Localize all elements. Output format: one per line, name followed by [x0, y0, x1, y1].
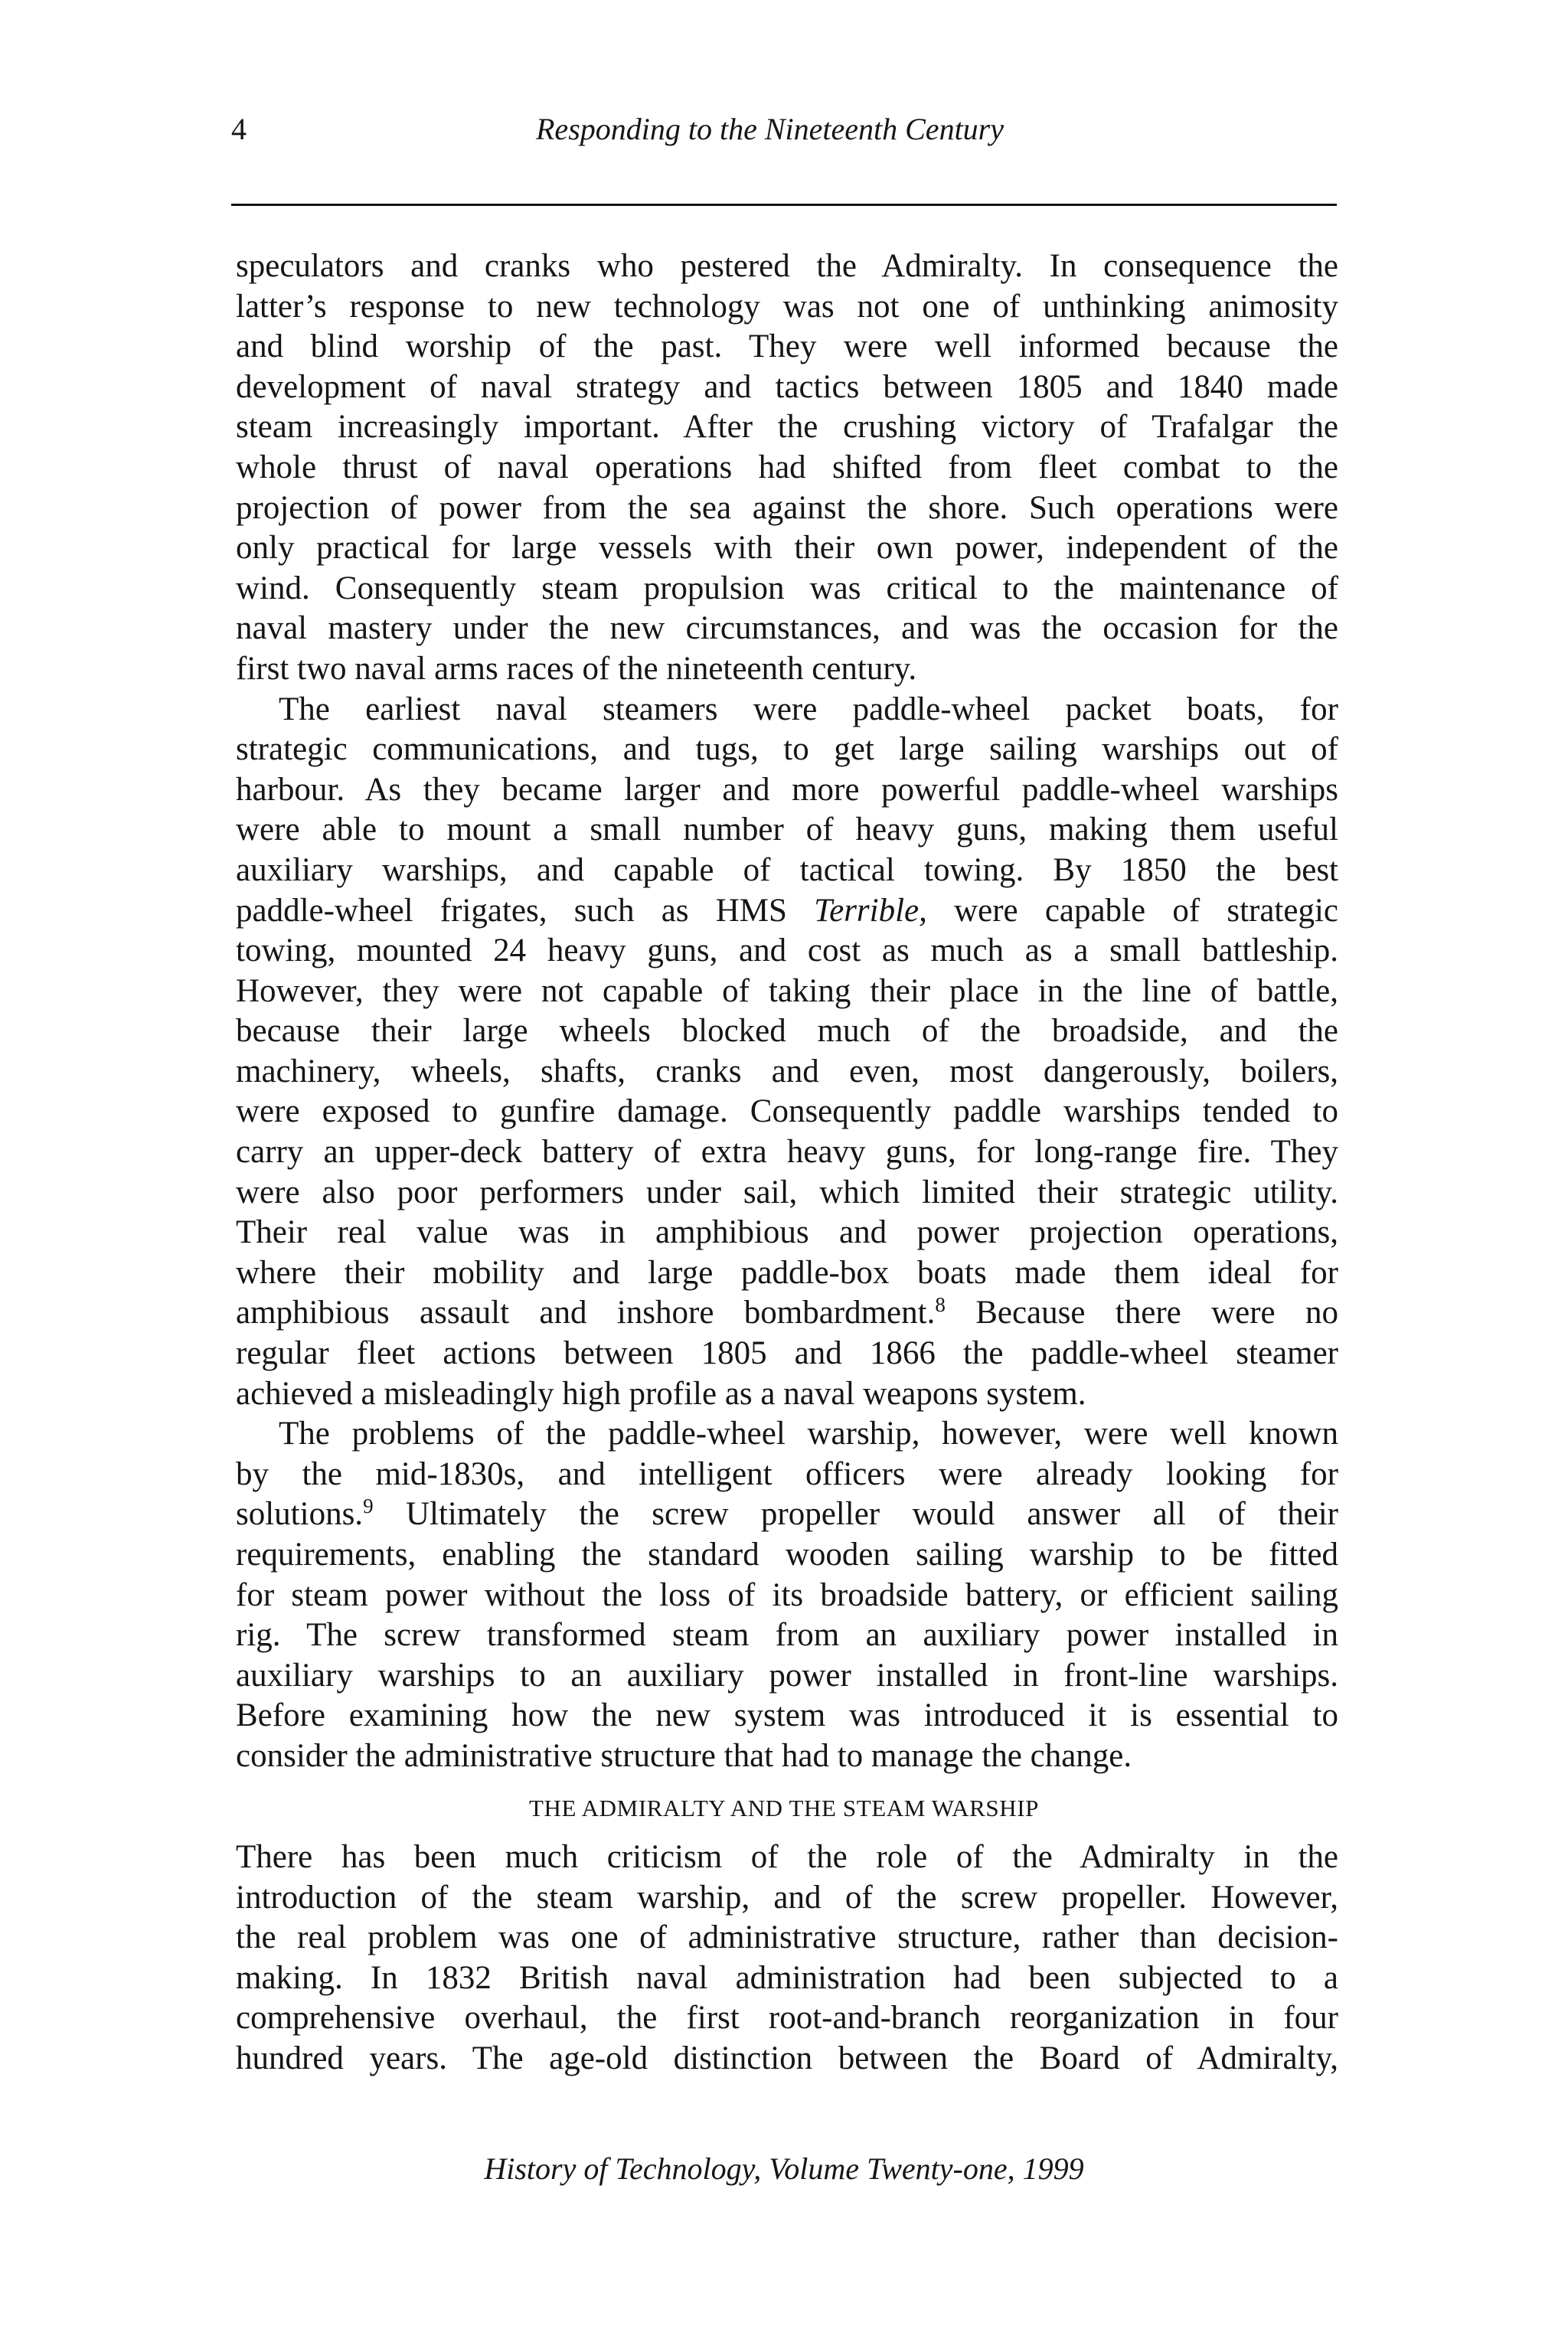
text-line: were able to mount a small number of heavy guns, making them useful — [236, 812, 1338, 848]
text-line: because their large wheels blocked much of the broadside, and the — [236, 1013, 1338, 1050]
text-run: were capable of strategic — [954, 892, 1338, 929]
body-text — [236, 247, 1338, 1777]
ship-name-italic: Terrible, — [814, 892, 927, 929]
text-line: and blind worship of the past. They were well informed because the — [236, 328, 1338, 365]
text-line: regular fleet actions between 1805 and 1866 the paddle-wheel steamer — [236, 1335, 1338, 1372]
text-line: latter’s response to new technology was not one of unthinking animosity — [236, 288, 1338, 325]
text-line — [236, 1293, 1338, 1334]
text-line: harbour. As they became larger and more powerful paddle-wheel warships — [236, 771, 1338, 808]
text-line: were exposed to gunfire damage. Consequently paddle warships tended to — [236, 1093, 1338, 1130]
text-line: achieved a misleadingly high profile as a naval weapons system. — [236, 1375, 1086, 1412]
header-rule — [231, 204, 1337, 206]
text-line: hundred years. The age-old distinction between the Board of Admiralty, — [236, 2040, 1338, 2076]
text-line: There has been much criticism of the role of the Admiralty in the — [236, 1839, 1338, 1875]
text-line — [236, 1494, 1338, 1535]
text-line: by the mid-1830s, and intelligent officers were already looking for — [236, 1455, 1338, 1492]
text-line: requirements, enabling the standard wooden sailing warship to be fitted — [236, 1537, 1338, 1573]
text-line: projection of power from the sea against the shore. Such operations were — [236, 489, 1338, 526]
text-line: auxiliary warships, and capable of tactical towing. By 1850 the best — [236, 851, 1338, 888]
text-run: Because there were no — [975, 1295, 1338, 1331]
section-body-text — [236, 1838, 1338, 2079]
journal-footer: History of Technology, Volume Twenty-one, 1999 — [484, 2151, 1084, 2186]
text-line: making. In 1832 British naval administration had been subjected to a — [236, 1959, 1338, 1996]
running-head: Responding to the Nineteenth Century — [536, 112, 1004, 146]
text-line: naval mastery under the new circumstances, and was the occasion for the — [236, 610, 1338, 647]
text-line: Their real value was in amphibious and power projection operations, — [236, 1214, 1338, 1251]
text-line: consider the administrative structure that had to manage the change. — [236, 1737, 1132, 1774]
text-line: only practical for large vessels with their own power, independent of the — [236, 530, 1338, 567]
text-line — [236, 891, 1338, 932]
text-line: first two naval arms races of the nineteenth century. — [236, 650, 917, 687]
text-line: auxiliary warships to an auxiliary power installed in front-line warships. — [236, 1657, 1338, 1694]
text-line: wind. Consequently steam propulsion was critical to the maintenance of — [236, 570, 1338, 606]
text-line: The problems of the paddle-wheel warship, however, were well known — [279, 1416, 1338, 1452]
text-line: whole thrust of naval operations had shifted from fleet combat to the — [236, 449, 1338, 485]
page-number: 4 — [231, 112, 247, 146]
text-run: Ultimately the screw propeller would answer all of their — [405, 1496, 1338, 1533]
text-line: introduction of the steam warship, and of the screw propeller. However, — [236, 1879, 1338, 1916]
text-line: strategic communications, and tugs, to get large sailing warships out of — [236, 731, 1338, 768]
text-run: paddle-wheel frigates, such as HMS — [236, 892, 815, 929]
text-run: solutions. — [236, 1496, 364, 1533]
text-line: The earliest naval steamers were paddle-wheel packet boats, for — [279, 691, 1338, 727]
text-line: Before examining how the new system was introduced it is essential to — [236, 1697, 1338, 1734]
text-line: the real problem was one of administrative structure, rather than decision- — [236, 1919, 1338, 1956]
text-line: However, they were not capable of taking their place in the line of battle, — [236, 972, 1338, 1009]
text-line: where their mobility and large paddle-box boats made them ideal for — [236, 1254, 1338, 1291]
footnote-ref: 8 — [935, 1293, 946, 1317]
footnote-ref: 9 — [363, 1494, 374, 1518]
text-line: for steam power without the loss of its broadside battery, or efficient sailing — [236, 1576, 1338, 1613]
text-line: machinery, wheels, shafts, cranks and even, most dangerously, boilers, — [236, 1053, 1338, 1089]
text-line: rig. The screw transformed steam from an auxiliary power installed in — [236, 1617, 1338, 1654]
text-line: speculators and cranks who pestered the Admiralty. In consequence the — [236, 248, 1338, 284]
text-line: towing, mounted 24 heavy guns, and cost as much as a small battleship. — [236, 933, 1338, 969]
text-line: carry an upper-deck battery of extra heavy guns, for long-range fire. They — [236, 1134, 1338, 1171]
text-line: development of naval strategy and tactics between 1805 and 1840 made — [236, 368, 1338, 405]
text-line: were also poor performers under sail, which limited their strategic utility. — [236, 1174, 1338, 1210]
text-line: steam increasingly important. After the crushing victory of Trafalgar the — [236, 409, 1338, 446]
section-heading: THE ADMIRALTY AND THE STEAM WARSHIP — [528, 1795, 1040, 1821]
text-line: comprehensive overhaul, the first root-and-branch reorganization in four — [236, 2000, 1338, 2037]
text-run: amphibious assault and inshore bombardment. — [236, 1295, 936, 1331]
